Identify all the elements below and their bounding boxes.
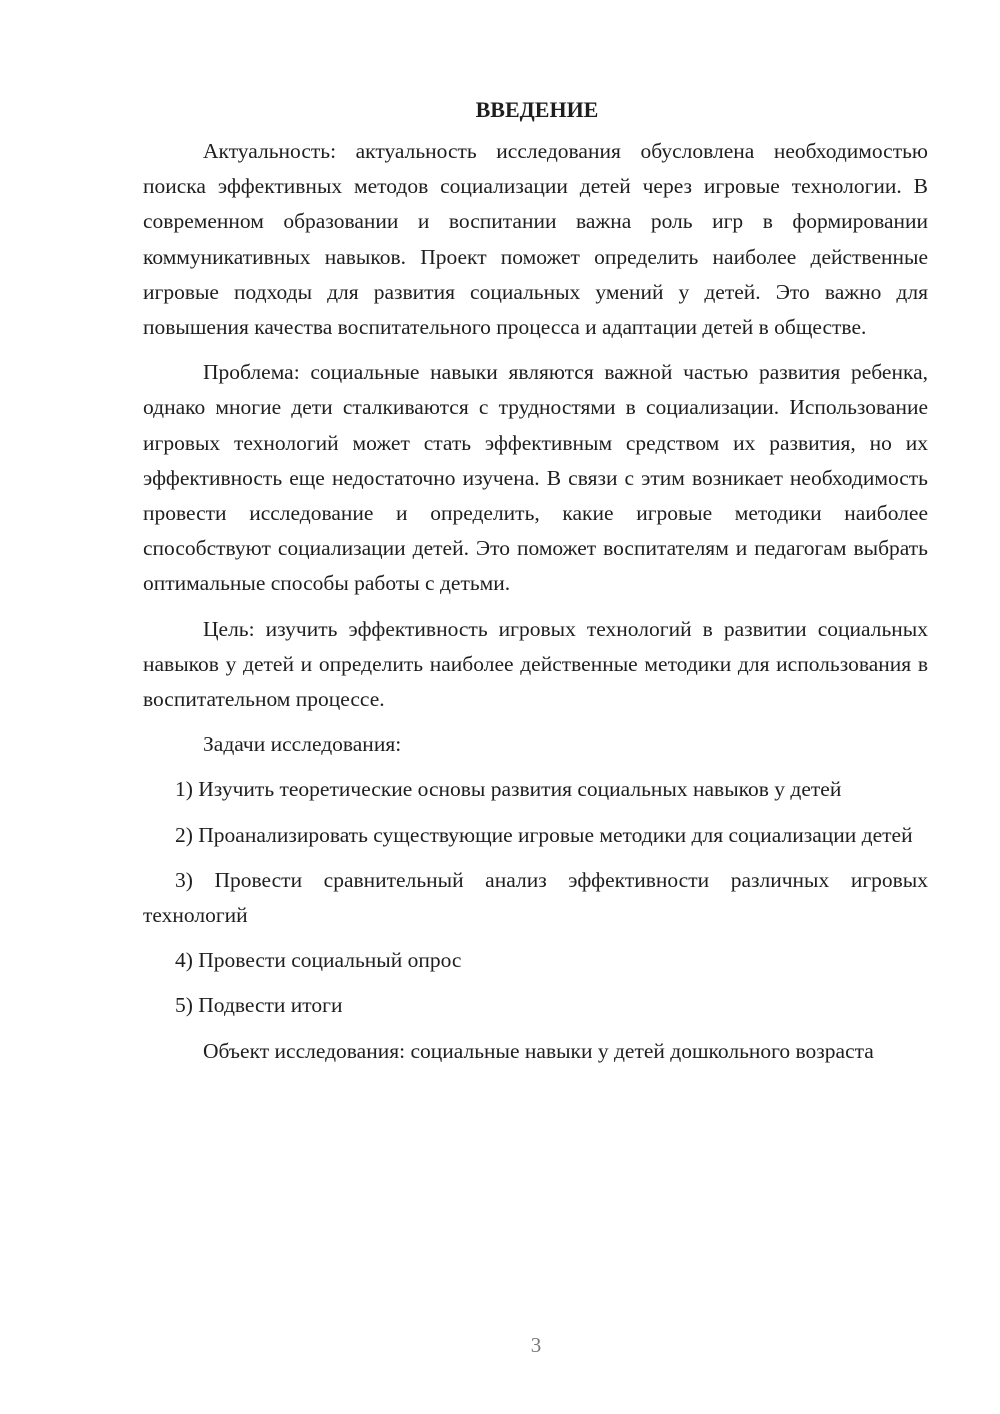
document-page xyxy=(143,90,928,1079)
page-number: 3 xyxy=(530,1333,542,1357)
problem-paragraph: Проблема: социальные навыки являются важной частью развития ребенка, однако многие дети сталкиваются с трудностями в социализации. Использование игровых технологий может стать эффективным средством их развития, но их эффективность еще недостаточно изучена. В связи с этим возникает необходимость провести исследование и определить, какие игровые методики наиболее способствуют социализации детей. Это поможет воспитателям и педагогам выбрать оптимальные способы работы с детьми. xyxy=(143,360,928,596)
relevance-paragraph: Актуальность: актуальность исследования обусловлена необходимостью поиска эффективных методов социализации детей через игровые технологии. В современном образовании и воспитании важна роль игр в формировании коммуникативных навыков. Проект поможет определить наиболее действенные игровые подходы для развития социальных умений у детей. Это важно для повышения качества воспитательного процесса и адаптации детей в обществе. xyxy=(143,139,928,340)
list-item: 3) Провести сравнительный анализ эффективности различных игровых технологий xyxy=(143,867,928,928)
goal-paragraph: Цель: изучить эффективность игровых технологий в развитии социальных навыков у детей и определить наиболее действенные методики для использования в воспитательном процессе. xyxy=(143,616,928,712)
list-item: 2) Проанализировать существующие игровые методики для социализации детей xyxy=(175,822,913,847)
list-item: 4) Провести социальный опрос xyxy=(175,948,462,973)
list-item: 5) Подвести итоги xyxy=(175,993,343,1018)
object-paragraph: Объект исследования: социальные навыки у детей дошкольного возраста xyxy=(203,1038,874,1063)
tasks-heading: Задачи исследования: xyxy=(203,732,402,757)
page-title: ВВЕДЕНИЕ xyxy=(475,97,599,122)
list-item: 1) Изучить теоретические основы развития социальных навыков у детей xyxy=(175,777,842,802)
tasks-list xyxy=(143,772,928,1023)
